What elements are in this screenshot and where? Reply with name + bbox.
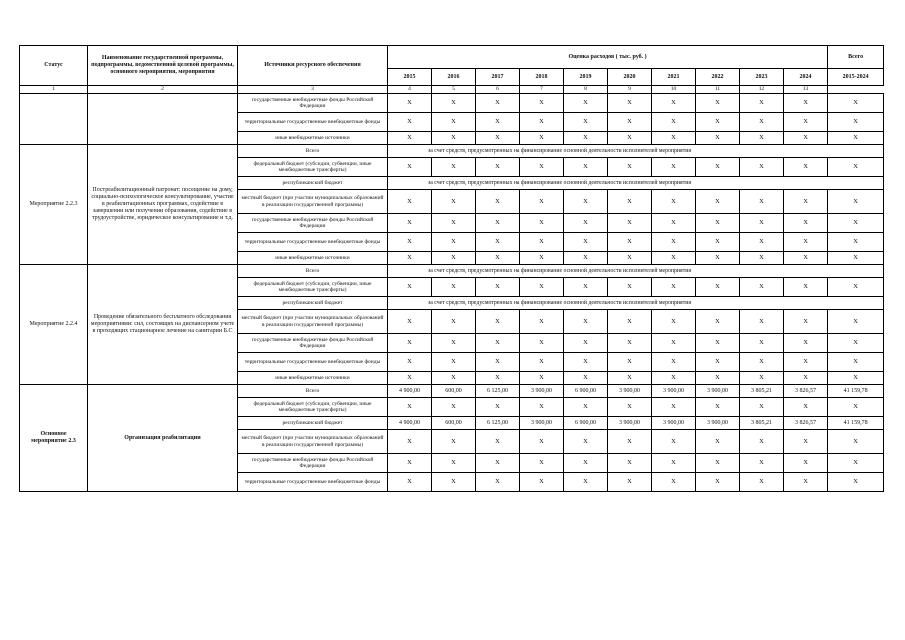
value-cell: X <box>520 113 564 132</box>
name-cell: Организация реабилитации <box>88 385 238 492</box>
value-cell: X <box>652 158 696 177</box>
value-cell: X <box>740 353 784 372</box>
value-cell: X <box>828 113 884 132</box>
value-cell: X <box>564 334 608 353</box>
value-cell: X <box>784 430 828 454</box>
value-cell: X <box>652 310 696 334</box>
value-cell: X <box>828 190 884 214</box>
table-row <box>20 265 884 278</box>
value-cell: X <box>652 454 696 473</box>
value-cell: X <box>784 190 828 214</box>
value-cell: X <box>388 430 432 454</box>
column-number: 13 <box>784 86 828 94</box>
column-number: 6 <box>476 86 520 94</box>
value-cell: X <box>432 190 476 214</box>
value-cell: X <box>564 158 608 177</box>
header-year: 2018 <box>520 69 564 86</box>
value-cell: X <box>476 190 520 214</box>
value-cell: X <box>828 430 884 454</box>
value-cell: X <box>388 94 432 113</box>
value-cell: X <box>432 158 476 177</box>
source-cell: Всего <box>238 385 388 398</box>
value-cell: X <box>564 372 608 385</box>
header-sources: Источники ресурсного обеспечения <box>238 46 388 86</box>
value-cell: X <box>696 334 740 353</box>
value-cell: X <box>696 473 740 492</box>
source-cell: территориальные государственные внебюджетные фонды <box>238 233 388 252</box>
source-cell: территориальные государственные внебюджетные фонды <box>238 473 388 492</box>
source-cell: республиканский бюджет <box>238 417 388 430</box>
value-cell: X <box>520 372 564 385</box>
value-cell: X <box>828 233 884 252</box>
header-year: 2021 <box>652 69 696 86</box>
value-cell: X <box>784 132 828 145</box>
value-cell: X <box>608 398 652 417</box>
source-cell: государственные внебюджетные фонды Российской Федерации <box>238 94 388 113</box>
header-estimate: Оценка расходов ( тыс. руб. ) <box>388 46 828 69</box>
value-cell: X <box>696 113 740 132</box>
value-cell: X <box>432 214 476 233</box>
value-cell: X <box>388 233 432 252</box>
value-cell: X <box>564 353 608 372</box>
value-cell: X <box>520 398 564 417</box>
value-cell: 3 826,57 <box>784 417 828 430</box>
value-cell: 3 826,57 <box>784 385 828 398</box>
header-year: 2024 <box>784 69 828 86</box>
value-cell: X <box>564 473 608 492</box>
value-cell: X <box>696 310 740 334</box>
value-cell: X <box>476 94 520 113</box>
value-cell: 3 900,00 <box>696 417 740 430</box>
value-cell: X <box>476 398 520 417</box>
value-cell: X <box>564 132 608 145</box>
value-cell: 6 900,00 <box>564 385 608 398</box>
value-cell: X <box>476 132 520 145</box>
column-number: 10 <box>652 86 696 94</box>
value-cell: X <box>740 158 784 177</box>
value-cell: X <box>388 372 432 385</box>
value-cell: 3 900,00 <box>520 385 564 398</box>
header-year: 2023 <box>740 69 784 86</box>
value-cell: 3 900,00 <box>608 385 652 398</box>
status-cell: Основное мероприятие 2.3 <box>20 385 88 492</box>
value-cell: X <box>696 353 740 372</box>
value-cell: X <box>388 334 432 353</box>
value-cell: X <box>652 334 696 353</box>
value-cell: X <box>740 278 784 297</box>
name-cell <box>88 94 238 145</box>
value-cell: X <box>740 454 784 473</box>
value-cell: X <box>564 310 608 334</box>
value-cell: X <box>740 372 784 385</box>
value-cell: 6 900,00 <box>564 417 608 430</box>
value-cell: X <box>520 233 564 252</box>
value-cell: 600,00 <box>432 385 476 398</box>
budget-table <box>19 45 884 492</box>
column-number: 2 <box>88 86 238 94</box>
column-number: 1 <box>20 86 88 94</box>
value-cell: X <box>432 430 476 454</box>
value-cell: X <box>520 454 564 473</box>
source-cell: территориальные государственные внебюджетные фонды <box>238 353 388 372</box>
value-cell: X <box>652 132 696 145</box>
status-cell: Мероприятие 2.2.3 <box>20 145 88 265</box>
source-cell: Всего <box>238 145 388 158</box>
value-cell: X <box>432 233 476 252</box>
value-cell: X <box>476 310 520 334</box>
value-cell: X <box>696 132 740 145</box>
value-cell: X <box>388 353 432 372</box>
value-cell: X <box>696 454 740 473</box>
value-cell: X <box>564 113 608 132</box>
table-row <box>20 385 884 398</box>
value-cell: X <box>784 278 828 297</box>
value-cell: X <box>388 473 432 492</box>
value-cell: X <box>476 158 520 177</box>
value-cell: X <box>564 233 608 252</box>
column-number: 8 <box>564 86 608 94</box>
value-cell: X <box>784 454 828 473</box>
value-cell: X <box>608 454 652 473</box>
value-cell: X <box>476 454 520 473</box>
value-cell: X <box>432 473 476 492</box>
value-cell: X <box>432 113 476 132</box>
value-cell: X <box>520 430 564 454</box>
status-cell: Мероприятие 2.2.4 <box>20 265 88 385</box>
column-number: 12 <box>740 86 784 94</box>
value-cell: X <box>740 252 784 265</box>
value-cell: X <box>476 473 520 492</box>
value-cell: X <box>652 353 696 372</box>
value-cell: X <box>652 214 696 233</box>
value-cell: X <box>784 233 828 252</box>
header-year: 2017 <box>476 69 520 86</box>
value-cell: X <box>652 233 696 252</box>
source-cell: республиканский бюджет <box>238 297 388 310</box>
value-cell: X <box>740 113 784 132</box>
value-cell: X <box>696 430 740 454</box>
value-cell: X <box>784 334 828 353</box>
value-cell: X <box>784 310 828 334</box>
value-cell: X <box>652 278 696 297</box>
value-cell: X <box>652 190 696 214</box>
value-cell: X <box>564 214 608 233</box>
value-cell: X <box>784 353 828 372</box>
value-cell: 3 805,21 <box>740 417 784 430</box>
value-cell: X <box>828 334 884 353</box>
value-cell: 3 900,00 <box>520 417 564 430</box>
value-cell: X <box>476 214 520 233</box>
table-row <box>20 94 884 113</box>
value-cell: X <box>432 398 476 417</box>
value-cell: X <box>696 94 740 113</box>
value-cell: X <box>652 473 696 492</box>
value-cell: 600,00 <box>432 417 476 430</box>
source-cell: федеральный бюджет (субсидии, субвенции, иные межбюджетные трансферты) <box>238 158 388 177</box>
value-cell: 4 900,00 <box>388 385 432 398</box>
value-cell: X <box>828 353 884 372</box>
value-cell: X <box>740 190 784 214</box>
source-cell: местный бюджет (при участии муниципальных образований в реализации государственной программы) <box>238 430 388 454</box>
value-cell: X <box>784 372 828 385</box>
merged-note: за счет средств, предусмотренных на финансирование основной деятельности исполнителей мероприятия <box>388 297 884 310</box>
value-cell: X <box>652 430 696 454</box>
value-cell: X <box>520 158 564 177</box>
value-cell: X <box>696 278 740 297</box>
header-year: 2020 <box>608 69 652 86</box>
value-cell: X <box>608 473 652 492</box>
value-cell: X <box>432 353 476 372</box>
source-cell: государственные внебюджетные фонды Российской Федерации <box>238 214 388 233</box>
value-cell: X <box>388 113 432 132</box>
value-cell: X <box>828 310 884 334</box>
value-cell: X <box>564 94 608 113</box>
value-cell: X <box>520 310 564 334</box>
value-cell: 3 805,21 <box>740 385 784 398</box>
value-cell: X <box>608 334 652 353</box>
header-year: 2019 <box>564 69 608 86</box>
value-cell: X <box>564 454 608 473</box>
value-cell: X <box>388 454 432 473</box>
value-cell: X <box>784 252 828 265</box>
value-cell: X <box>388 132 432 145</box>
name-cell: Проведение обязательного бесплатного обследования мероприятиями: сил, состоящих на диспансерном учете в проходящих стационарное лечение на санитарии Б.С <box>88 265 238 385</box>
table-row <box>20 145 884 158</box>
value-cell: X <box>740 334 784 353</box>
value-cell: X <box>608 353 652 372</box>
value-cell: X <box>784 473 828 492</box>
value-cell: X <box>740 233 784 252</box>
value-cell: X <box>520 334 564 353</box>
value-cell: X <box>608 252 652 265</box>
value-cell: X <box>828 398 884 417</box>
value-cell: X <box>784 158 828 177</box>
value-cell: 3 900,00 <box>696 385 740 398</box>
column-number: 11 <box>696 86 740 94</box>
value-cell: 3 900,00 <box>652 385 696 398</box>
header-status: Статус <box>20 46 88 86</box>
value-cell: X <box>520 94 564 113</box>
value-cell: X <box>432 252 476 265</box>
value-cell: X <box>828 214 884 233</box>
value-cell: X <box>432 132 476 145</box>
value-cell: X <box>388 158 432 177</box>
value-cell: X <box>784 214 828 233</box>
value-cell: X <box>388 398 432 417</box>
value-cell: X <box>476 430 520 454</box>
source-cell: местный бюджет (при участии муниципальных образований в реализации государственной программы) <box>238 190 388 214</box>
value-cell: X <box>784 398 828 417</box>
value-cell: 3 900,00 <box>608 417 652 430</box>
value-cell: 41 159,78 <box>828 417 884 430</box>
value-cell: X <box>740 94 784 113</box>
value-cell: X <box>828 94 884 113</box>
source-cell: местный бюджет (при участии муниципальных образований в реализации государственной программы) <box>238 310 388 334</box>
value-cell: 3 900,00 <box>652 417 696 430</box>
value-cell: X <box>564 278 608 297</box>
source-cell: иные внебюджетные источники <box>238 132 388 145</box>
value-cell: X <box>608 132 652 145</box>
value-cell: X <box>520 214 564 233</box>
value-cell: X <box>652 252 696 265</box>
value-cell: 6 125,00 <box>476 385 520 398</box>
value-cell: X <box>476 334 520 353</box>
header-total: Всего <box>828 46 884 69</box>
value-cell: X <box>476 372 520 385</box>
value-cell: X <box>608 310 652 334</box>
value-cell: X <box>520 278 564 297</box>
value-cell: X <box>828 454 884 473</box>
value-cell: X <box>520 252 564 265</box>
column-number: 4 <box>388 86 432 94</box>
source-cell: республиканский бюджет <box>238 177 388 190</box>
value-cell: X <box>564 252 608 265</box>
value-cell: X <box>740 430 784 454</box>
value-cell: X <box>388 310 432 334</box>
value-cell: X <box>784 94 828 113</box>
value-cell: X <box>520 190 564 214</box>
value-cell: X <box>740 214 784 233</box>
value-cell: X <box>476 113 520 132</box>
value-cell: X <box>608 278 652 297</box>
header-year: 2016 <box>432 69 476 86</box>
value-cell: X <box>388 190 432 214</box>
name-cell: Постреабилитационный патронат: посещение на дому, социально-психологическое консультирование, участие в реабилитационных программах, содействие в завершении или получении образования, содействие в трудоустройстве, юридическое консультирование и т.д. <box>88 145 238 265</box>
value-cell: X <box>388 214 432 233</box>
value-cell: X <box>608 372 652 385</box>
value-cell: X <box>828 132 884 145</box>
source-cell: федеральный бюджет (субсидии, субвенции, иные межбюджетные трансферты) <box>238 398 388 417</box>
header-year: 2015 <box>388 69 432 86</box>
value-cell: X <box>564 190 608 214</box>
header-name: Наименование государственной программы, подпрограммы, ведомственной целевой программы, основного мероприятия, мероприятия <box>88 46 238 86</box>
value-cell: X <box>520 473 564 492</box>
merged-note: за счет средств, предусмотренных на финансирование основной деятельности исполнителей мероприятия <box>388 145 884 158</box>
header-year: 2022 <box>696 69 740 86</box>
value-cell: X <box>696 233 740 252</box>
value-cell: X <box>696 190 740 214</box>
value-cell: X <box>696 214 740 233</box>
value-cell: X <box>432 310 476 334</box>
value-cell: X <box>652 113 696 132</box>
merged-note: за счет средств, предусмотренных на финансирование основной деятельности исполнителей мероприятия <box>388 177 884 190</box>
column-number: 3 <box>238 86 388 94</box>
value-cell: X <box>740 398 784 417</box>
value-cell: X <box>828 372 884 385</box>
value-cell: X <box>696 398 740 417</box>
value-cell: X <box>432 454 476 473</box>
value-cell: X <box>740 132 784 145</box>
column-number: 5 <box>432 86 476 94</box>
value-cell: X <box>520 353 564 372</box>
value-cell: X <box>476 252 520 265</box>
source-cell: иные внебюджетные источники <box>238 372 388 385</box>
value-cell: X <box>652 398 696 417</box>
value-cell: X <box>388 252 432 265</box>
value-cell: X <box>608 430 652 454</box>
merged-note: за счет средств, предусмотренных на финансирование основной деятельности исполнителей мероприятия <box>388 265 884 278</box>
column-number: 9 <box>608 86 652 94</box>
source-cell: федеральный бюджет (субсидии, субвенции, иные межбюджетные трансферты) <box>238 278 388 297</box>
value-cell: X <box>608 94 652 113</box>
value-cell: X <box>828 252 884 265</box>
column-number: 7 <box>520 86 564 94</box>
value-cell: 41 159,78 <box>828 385 884 398</box>
value-cell: X <box>432 278 476 297</box>
value-cell: X <box>432 372 476 385</box>
value-cell: 6 125,00 <box>476 417 520 430</box>
source-cell: государственные внебюджетные фонды Российской Федерации <box>238 334 388 353</box>
value-cell: X <box>608 113 652 132</box>
value-cell: X <box>520 132 564 145</box>
value-cell: X <box>476 278 520 297</box>
source-cell: Всего <box>238 265 388 278</box>
header-total-period: 2015-2024 <box>828 69 884 86</box>
source-cell: государственные внебюджетные фонды Российской Федерации <box>238 454 388 473</box>
value-cell: X <box>696 158 740 177</box>
value-cell: X <box>740 473 784 492</box>
value-cell: 4 900,00 <box>388 417 432 430</box>
value-cell: X <box>784 113 828 132</box>
value-cell: X <box>564 398 608 417</box>
source-cell: иные внебюджетные источники <box>238 252 388 265</box>
value-cell: X <box>432 94 476 113</box>
value-cell: X <box>740 310 784 334</box>
value-cell: X <box>608 158 652 177</box>
value-cell: X <box>476 353 520 372</box>
value-cell: X <box>608 190 652 214</box>
value-cell: X <box>608 214 652 233</box>
value-cell: X <box>696 252 740 265</box>
value-cell: X <box>652 94 696 113</box>
status-cell <box>20 94 88 145</box>
value-cell: X <box>652 372 696 385</box>
value-cell: X <box>564 430 608 454</box>
value-cell: X <box>388 278 432 297</box>
value-cell: X <box>476 233 520 252</box>
value-cell: X <box>828 158 884 177</box>
value-cell: X <box>608 233 652 252</box>
source-cell: территориальные государственные внебюджетные фонды <box>238 113 388 132</box>
value-cell: X <box>828 278 884 297</box>
value-cell: X <box>828 473 884 492</box>
value-cell: X <box>696 372 740 385</box>
value-cell: X <box>432 334 476 353</box>
